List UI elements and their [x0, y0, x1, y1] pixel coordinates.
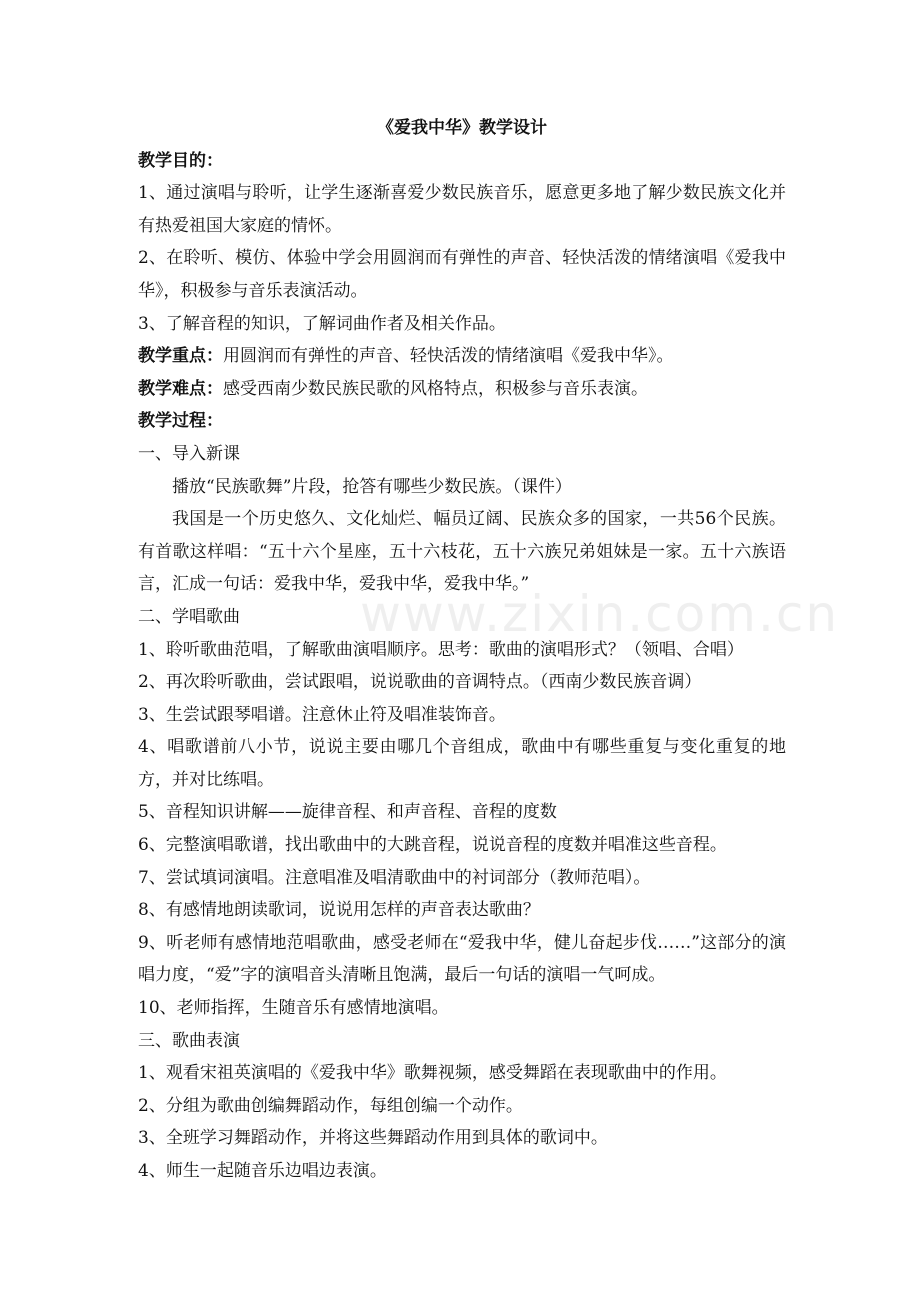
key-point-label: 教学重点： — [138, 346, 223, 367]
difficulty-text: 感受西南少数民族民歌的风格特点，积极参与音乐表演。 — [223, 378, 648, 399]
section3-item-2: 2、分组为歌曲创编舞蹈动作，每组创编一个动作。 — [138, 1095, 523, 1116]
section3-heading: 三、歌曲表演 — [138, 1030, 240, 1051]
section3-item-4: 4、师生一起随音乐边唱边表演。 — [138, 1161, 387, 1181]
section2-item-1: 1、聆听歌曲范唱，了解歌曲演唱顺序。思考：歌曲的演唱形式？（领唱、合唱） — [138, 639, 744, 660]
section2-item-6: 6、完整演唱歌谱，找出歌曲中的大跳音程，说说音程的度数并唱准这些音程。 — [138, 835, 727, 856]
watermark: www.zixin.com.cn — [360, 585, 840, 643]
section2-item-3: 3、生尝试跟琴唱谱。注意休止符及唱准装饰音。 — [138, 704, 506, 725]
section2-item-10: 10、老师指挥，生随音乐有感情地演唱。 — [138, 998, 449, 1019]
document-title: 《爱我中华》教学设计 — [377, 118, 547, 138]
section2-item-7: 7、尝试填词演唱。注意唱准及唱清歌曲中的衬词部分（教师范唱）。 — [138, 867, 651, 888]
goal-item-2: 2、在聆听、模仿、体验中学会用圆润而有弹性的声音、轻快活泼的情绪演唱《爱我中华》，积极参与音乐表演活动。 — [138, 248, 786, 301]
section2-item-4: 4、唱歌谱前八小节，说说主要由哪几个音组成，歌曲中有哪些重复与变化重复的地方，并对比练唱。 — [138, 737, 786, 790]
difficulty-label: 教学难点： — [138, 378, 223, 399]
section2-item-2: 2、再次聆听歌曲，尝试跟唱，说说歌曲的音调特点。（西南少数民族音调） — [138, 672, 702, 693]
goals-heading: 教学目的： — [138, 150, 223, 171]
key-point-text: 用圆润而有弹性的声音、轻快活泼的情绪演唱《爱我中华》。 — [223, 346, 674, 367]
key-point — [138, 340, 786, 373]
section1-paragraph-2: 我国是一个历史悠久、文化灿烂、幅员辽阔、民族众多的国家，一共56个民族。有首歌这样唱：“五十六个星座，五十六枝花，五十六族兄弟姐妹是一家。五十六族语言，汇成一句话：爱我中华，爱我中华，爱我中华。” — [138, 509, 786, 595]
section3-item-1: 1、观看宋祖英演唱的《爱我中华》歌舞视频，感受舞蹈在表现歌曲中的作用。 — [138, 1063, 727, 1084]
section1-heading: 一、导入新课 — [138, 443, 240, 464]
section2-item-9: 9、听老师有感情地范唱歌曲，感受老师在“爱我中华，健儿奋起步伐……”这部分的演唱力度，“爱”字的演唱音头清晰且饱满，最后一句话的演唱一气呵成。 — [138, 932, 786, 986]
section1-paragraph-1: 播放“民族歌舞”片段，抢答有哪些少数民族。（课件） — [172, 476, 572, 497]
section3-item-3: 3、全班学习舞蹈动作，并将这些舞蹈动作用到具体的歌词中。 — [138, 1128, 608, 1149]
section2-item-8: 8、有感情地朗读歌词，说说用怎样的声音表达歌曲？ — [138, 900, 540, 921]
section2-heading: 二、学唱歌曲 — [138, 606, 240, 627]
document-page — [138, 112, 786, 1188]
section2-item-5: 5、音程知识讲解——旋律音程、和声音程、音程的度数 — [138, 802, 557, 823]
goal-item-3: 3、了解音程的知识，了解词曲作者及相关作品。 — [138, 313, 506, 334]
process-heading: 教学过程： — [138, 411, 223, 432]
difficulty — [138, 373, 786, 406]
goal-item-1: 1、通过演唱与聆听，让学生逐渐喜爱少数民族音乐，愿意更多地了解少数民族文化并有热爱祖国大家庭的情怀。 — [138, 183, 786, 236]
